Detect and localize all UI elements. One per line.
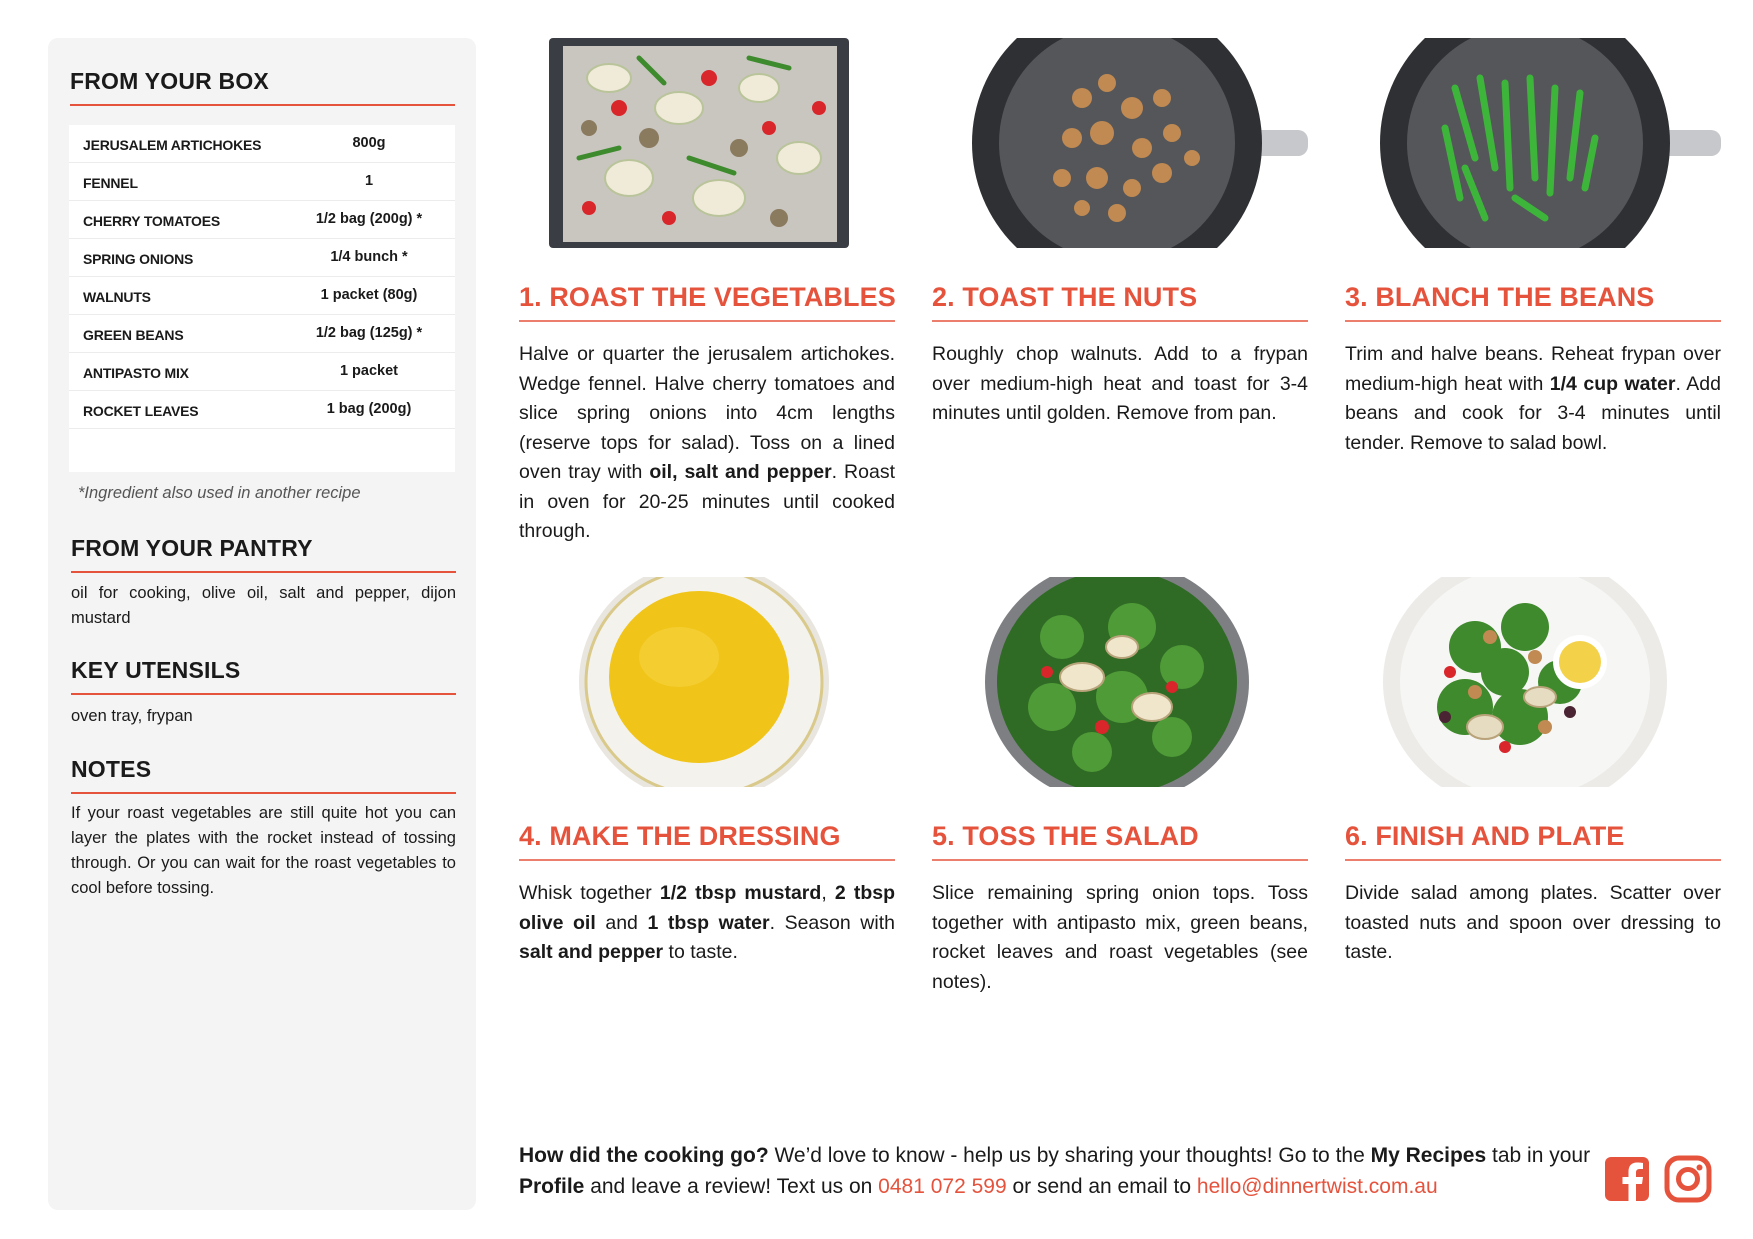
step-rule <box>1345 859 1721 861</box>
from-your-box-heading: FROM YOUR BOX <box>70 68 269 94</box>
ingredient-quantity: 1 packet <box>339 363 399 379</box>
text-run: or send an email to <box>1006 1175 1197 1198</box>
text-run: and <box>595 911 648 934</box>
step-5-title: 5. TOSS THE SALAD <box>932 821 1199 851</box>
step-rule <box>1345 320 1721 322</box>
text-run: Whisk together <box>519 882 660 904</box>
step-rule <box>932 320 1308 322</box>
text-run: . Add beans and cook for 3-4 minutes until tender. Remove to salad bowl. <box>1345 372 1721 454</box>
heading-rule <box>70 104 455 106</box>
step-4-body <box>519 879 895 968</box>
notes-text: If your roast vegetables are still quite hot you can layer the plates with the rocket instead of tossing through. Or you can wait for the roast vegetables to cool before tossing. <box>71 804 456 897</box>
step-2-body <box>932 340 1308 429</box>
ingredient-row <box>69 353 455 391</box>
ingredient-row <box>69 163 455 201</box>
step-rule <box>519 320 895 322</box>
ingredient-name: WALNUTS <box>83 289 151 305</box>
ingredient-row <box>69 277 455 315</box>
step-rule <box>932 859 1308 861</box>
notes-heading: NOTES <box>71 756 152 782</box>
text-run: We’d love to know - help us by sharing your thoughts! Go to the <box>768 1144 1371 1167</box>
bold-text: 1/2 tbsp mustard <box>659 882 822 904</box>
step-3-title: 3. BLANCH THE BEANS <box>1345 282 1655 312</box>
ingredient-name: FENNEL <box>83 175 138 191</box>
ingredient-name: JERUSALEM ARTICHOKES <box>83 137 262 153</box>
green-beans-frypan-photo <box>1345 38 1721 248</box>
step-6-title: 6. FINISH AND PLATE <box>1345 821 1625 851</box>
facebook-icon[interactable] <box>1603 1155 1651 1203</box>
pantry-text: oil for cooking, olive oil, salt and pepper, dijon mustard <box>71 584 456 627</box>
bold-text: My Recipes <box>1370 1144 1487 1167</box>
ingredient-row <box>69 125 455 163</box>
ingredient-row <box>69 239 455 277</box>
tossed-salad-bowl-photo <box>932 577 1308 787</box>
ingredients-table <box>69 125 455 472</box>
heading-rule <box>71 571 456 573</box>
step-1-title: 1. ROAST THE VEGETABLES <box>519 282 896 312</box>
toasted-walnuts-frypan-photo <box>932 38 1308 248</box>
ingredient-quantity: 1/4 bunch * <box>330 249 408 265</box>
step-2-title: 2. TOAST THE NUTS <box>932 282 1198 312</box>
ingredients-sidebar <box>48 38 476 1210</box>
mustard-dressing-bowl-photo <box>519 577 895 787</box>
heading-rule <box>71 792 456 794</box>
text-run: Slice remaining spring onion tops. Toss together with antipasto mix, green beans, rocket leaves and roast vegetables (see notes). <box>932 882 1308 993</box>
bold-text: Profile <box>519 1175 585 1198</box>
step-4-title: 4. MAKE THE DRESSING <box>519 821 841 851</box>
ingredient-row <box>69 391 455 429</box>
ingredient-row <box>69 315 455 353</box>
text-run: Divide salad among plates. Scatter over toasted nuts and spoon over dressing to taste. <box>1345 882 1721 963</box>
bold-text: 2 tbsp olive oil <box>519 882 895 934</box>
shared-ingredient-note: *Ingredient also used in another recipe <box>78 484 361 502</box>
text-run: and leave a review! Text us on <box>584 1175 879 1198</box>
bold-text: How did the cooking go? <box>519 1144 769 1167</box>
step-5-body <box>932 879 1308 997</box>
contact-link[interactable]: 0481 072 599 <box>878 1175 1007 1198</box>
ingredient-name: ANTIPASTO MIX <box>83 365 189 381</box>
ingredient-name: SPRING ONIONS <box>83 251 194 267</box>
ingredient-quantity: 1 <box>364 173 374 189</box>
roast-vegetables-tray-photo <box>519 38 895 248</box>
utensils-text: oven tray, frypan <box>71 707 193 725</box>
feedback-footer <box>519 1140 1599 1202</box>
ingredient-quantity: 1 bag (200g) <box>326 401 412 417</box>
text-run: Trim and halve beans. Reheat frypan over medium-high heat with <box>1345 343 1721 395</box>
ingredient-name: ROCKET LEAVES <box>83 403 199 419</box>
key-utensils-heading: KEY UTENSILS <box>71 657 241 683</box>
ingredient-row <box>69 201 455 239</box>
bold-text: salt and pepper <box>519 941 664 963</box>
step-rule <box>519 859 895 861</box>
ingredient-quantity: 1/2 bag (125g) * <box>315 325 423 341</box>
ingredient-name: GREEN BEANS <box>83 327 184 343</box>
from-your-pantry-heading: FROM YOUR PANTRY <box>71 535 313 561</box>
ingredient-quantity: 1 packet (80g) <box>320 287 418 303</box>
text-run: , <box>821 882 835 904</box>
bold-text: 1 tbsp water <box>647 911 770 934</box>
ingredient-name: CHERRY TOMATOES <box>83 213 221 229</box>
text-run: tab in your <box>1486 1144 1591 1167</box>
text-run: . Roast in oven for 20-25 minutes until cooked through. <box>519 461 895 542</box>
text-run: . Season with <box>769 911 895 934</box>
contact-link[interactable]: hello@dinnertwist.com.au <box>1196 1175 1438 1198</box>
bold-text: 1/4 cup water <box>1549 372 1676 395</box>
text-run: Roughly chop walnuts. Add to a frypan over medium-high heat and toast for 3-4 minutes until golden. Remove from pan. <box>932 343 1308 424</box>
plated-salad-photo <box>1345 577 1721 787</box>
text-run: to taste. <box>663 941 738 963</box>
instagram-icon[interactable] <box>1664 1155 1712 1203</box>
step-6-body <box>1345 879 1721 968</box>
ingredient-quantity: 800g <box>352 135 386 151</box>
step-3-body <box>1345 340 1721 458</box>
bold-text: oil, salt and pepper <box>649 461 832 483</box>
step-1-body <box>519 340 895 547</box>
heading-rule <box>71 693 456 695</box>
ingredient-quantity: 1/2 bag (200g) * <box>315 211 423 227</box>
text-run: Halve or quarter the jerusalem artichokes. Wedge fennel. Halve cherry tomatoes and slice spring onions into 4cm lengths (reserve tops for salad). Toss on a lined oven tray with <box>519 343 895 483</box>
